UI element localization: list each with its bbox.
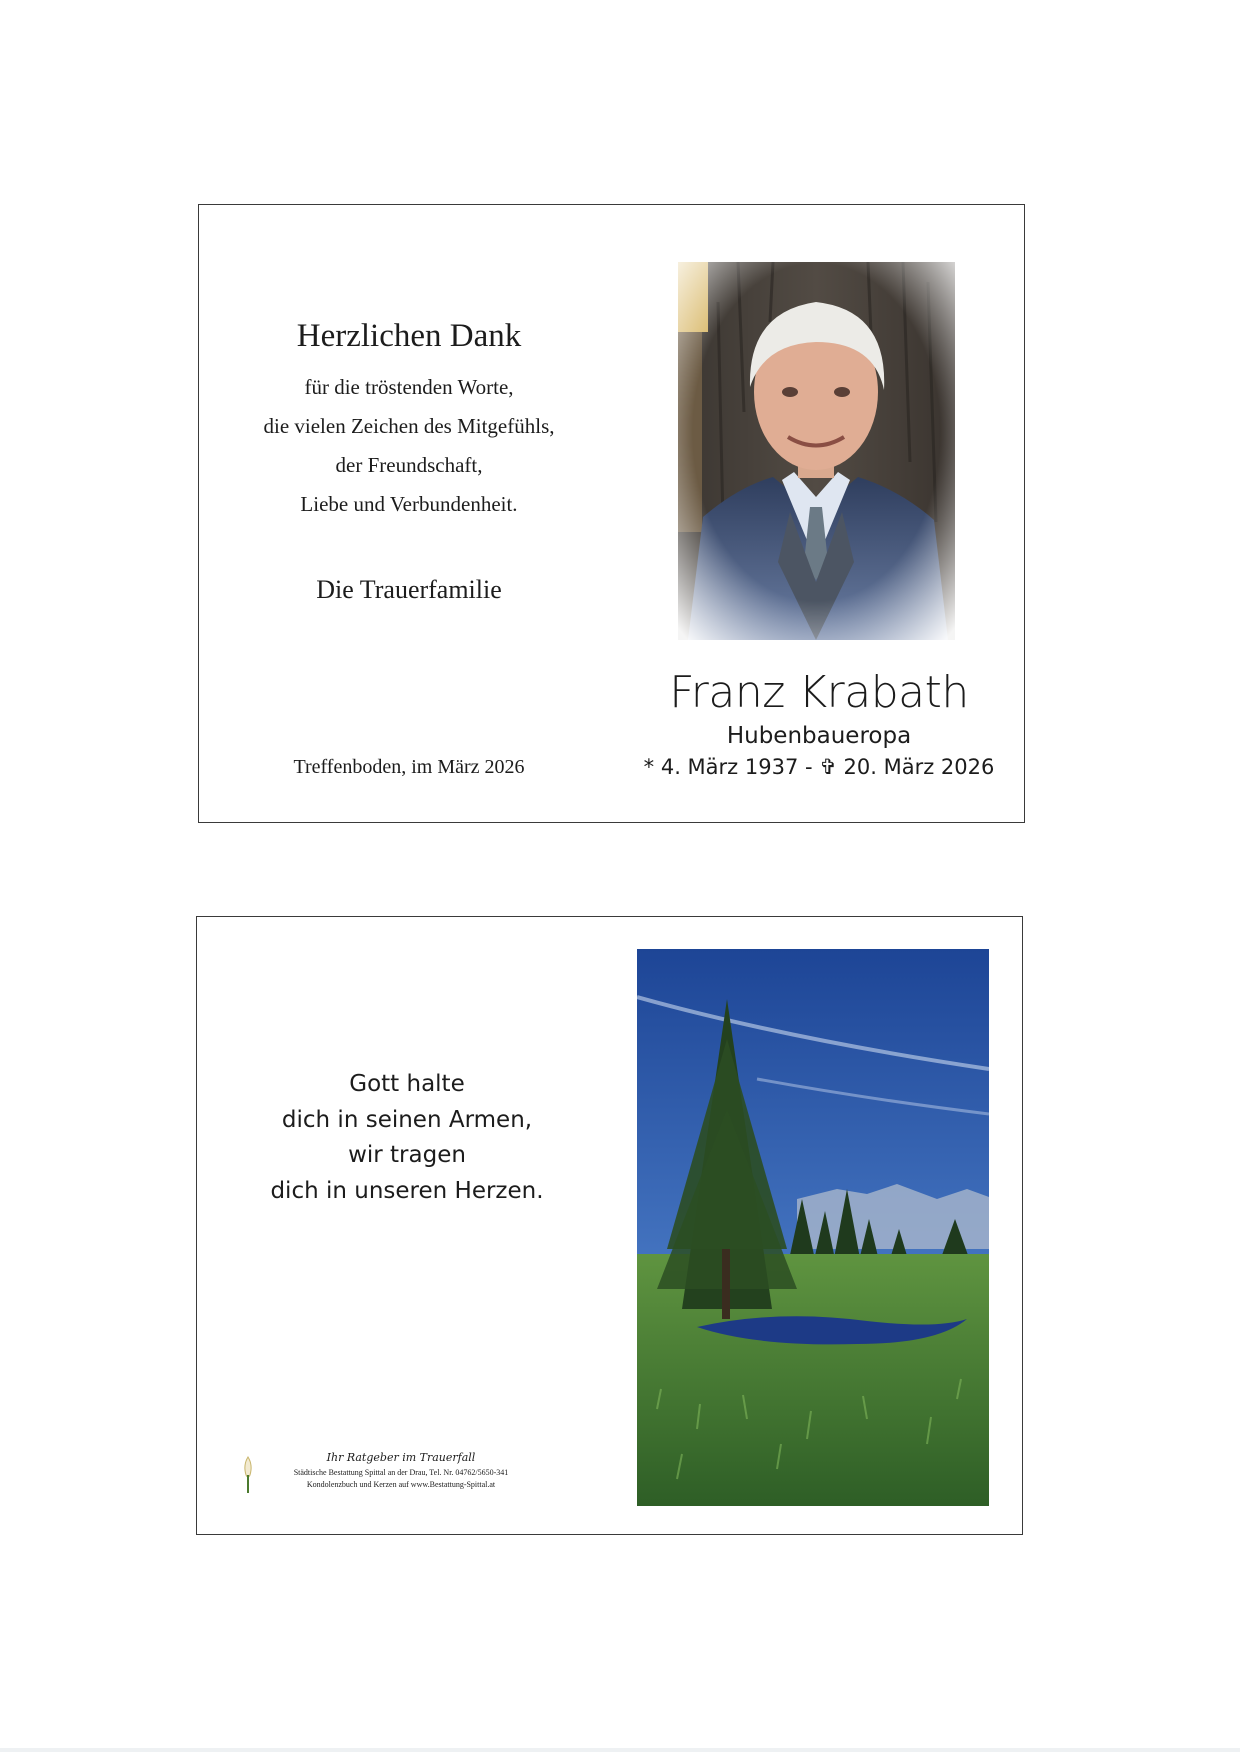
family-signature: Die Trauerfamilie [316, 575, 502, 604]
deceased-nickname: Hubenbaueropa [726, 723, 912, 749]
life-dates: * 4. März 1937 - ✞ 20. März 2026 [643, 755, 995, 779]
landscape-photo [637, 949, 989, 1506]
verse-card [196, 916, 1023, 1535]
thanks-line-4: Liebe und Verbundenheit. [300, 492, 518, 516]
thanks-card [198, 204, 1025, 823]
thanks-line-2: die vielen Zeichen des Mitgefühls, [263, 414, 555, 438]
portrait-photo [678, 262, 955, 640]
thanks-line-3: der Freundschaft, [335, 453, 483, 477]
undertaker-contact: Städtische Bestattung Spittal an der Drau, Tel. Nr. 04762/5650-341 [293, 1468, 509, 1477]
verse-line-4: dich in unseren Herzen. [270, 1177, 544, 1204]
thanks-heading: Herzlichen Dank [296, 318, 522, 354]
verse-line-2: dich in seinen Armen, [281, 1106, 533, 1133]
thanks-line-1: für die tröstenden Worte, [304, 375, 514, 399]
place-date: Treffenboden, im März 2026 [293, 756, 525, 778]
verse-line-3: wir tragen [348, 1142, 466, 1168]
verse [197, 1067, 617, 1209]
lily-icon [241, 1455, 255, 1495]
undertaker-website: Kondolenzbuch und Kerzen auf www.Bestattung-Spittal.at [306, 1480, 496, 1489]
undertaker-tagline: Ihr Ratgeber im Trauerfall [326, 1451, 476, 1464]
verse-line-1: Gott halte [349, 1071, 465, 1097]
undertaker-imprint [241, 1451, 541, 1499]
deceased-name: Franz Krabath [669, 667, 969, 718]
scan-edge [0, 1748, 1240, 1752]
